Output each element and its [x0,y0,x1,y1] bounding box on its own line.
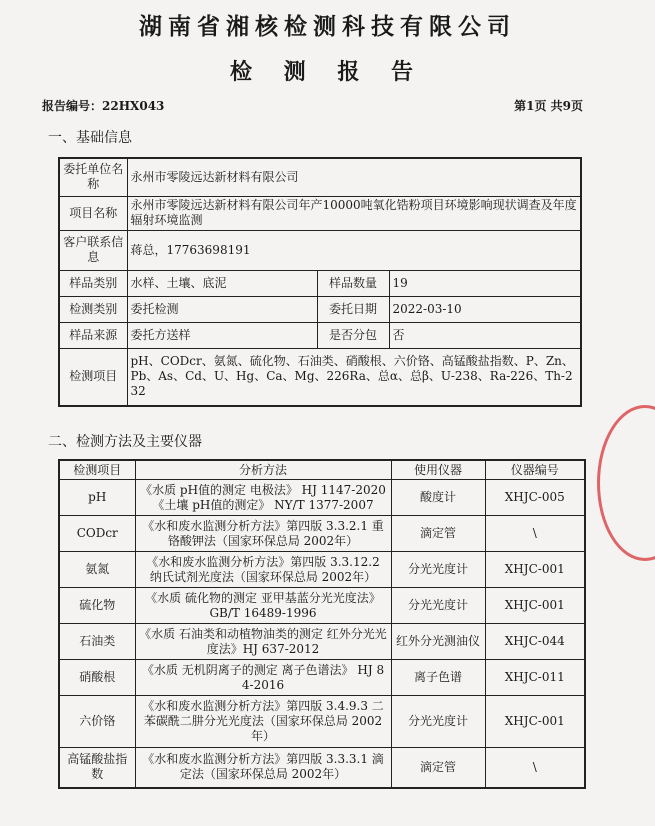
client-value: 永州市零陵远达新材料有限公司 [127,158,581,196]
table-row [59,588,585,624]
table-row [59,696,585,748]
row-instrument: 分光光度计 [391,588,485,624]
report-number: 报告编号：22HX043 [42,99,165,113]
row-code: \ [485,748,585,788]
table-row [59,348,581,406]
row-method: 《水和废水监测分析方法》第四版 3.3.3.1 滴定法（国家环保总局 2002年） [135,748,391,788]
contact-value: 蒋总，17763698191 [127,230,581,270]
sample-type-label: 样品类别 [59,270,127,296]
client-label: 委托单位名 称 [59,158,127,196]
table-row [59,230,581,270]
methods-table [58,459,586,789]
row-instrument: 酸度计 [391,480,485,516]
row-code: XHJC-001 [485,588,585,624]
row-item: 氨氮 [59,552,135,588]
row-method: 《水质 pH值的测定 电极法》 HJ 1147-2020 《土壤 pH值的测定》 NY/T 1377-2007 [135,480,391,516]
row-instrument: 分光光度计 [391,696,485,748]
row-method: 《水和废水监测分析方法》第四版 3.4.9.3 二苯碳酰二肼分光光度法（国家环保总局 2002年） [135,696,391,748]
project-value: 永州市零陵远达新材料有限公司年产10000吨氧化锆粉项目环境影响现状调查及年度辐射环境监测 [127,196,581,230]
row-method: 《水和废水监测分析方法》第四版 3.3.2.1 重铬酸钾法（国家环保总局 2002年） [135,516,391,552]
row-method: 《水质 无机阴离子的测定 离子色谱法》 HJ 84-2016 [135,660,391,696]
company-name: 湖南省湘核检测科技有限公司 [139,14,516,40]
document-title: 检 测 报 告 [230,60,425,85]
row-item: 高锰酸盐指数 [59,748,135,788]
row-item: 六价铬 [59,696,135,748]
row-item: 石油类 [59,624,135,660]
header-method: 分析方法 [135,460,391,480]
row-instrument: 离子色谱 [391,660,485,696]
section-basic-info-title: 一、基础信息 [48,130,132,146]
row-instrument: 红外分光测油仪 [391,624,485,660]
row-instrument: 滴定管 [391,516,485,552]
page-indicator: 第1页 共9页 [514,99,583,113]
sample-source-value: 委托方送样 [127,322,317,348]
row-item: CODcr [59,516,135,552]
table-row [59,196,581,230]
table-row [59,296,581,322]
table-row [59,158,581,196]
sample-qty-value: 19 [389,270,581,296]
table-header-row [59,460,585,480]
sample-qty-label: 样品数量 [317,270,389,296]
commission-date-label: 委托日期 [317,296,389,322]
row-code: XHJC-001 [485,696,585,748]
basic-info-table [58,157,582,407]
project-label: 项目名称 [59,196,127,230]
row-code: XHJC-011 [485,660,585,696]
table-row [59,322,581,348]
table-row [59,480,585,516]
row-item: pH [59,480,135,516]
test-items-label: 检测项目 [59,348,127,406]
test-type-label: 检测类别 [59,296,127,322]
table-row [59,748,585,788]
test-type-value: 委托检测 [127,296,317,322]
row-method: 《水质 硫化物的测定 亚甲基蓝分光光度法》 GB/T 16489-1996 [135,588,391,624]
row-code: XHJC-001 [485,552,585,588]
row-item: 硫化物 [59,588,135,624]
table-row [59,270,581,296]
table-row [59,516,585,552]
header-item: 检测项目 [59,460,135,480]
row-code: XHJC-005 [485,480,585,516]
row-code: XHJC-044 [485,624,585,660]
row-instrument: 滴定管 [391,748,485,788]
contact-label: 客户联系信 息 [59,230,127,270]
table-row [59,624,585,660]
table-row [59,660,585,696]
table-row [59,552,585,588]
commission-date-value: 2022-03-10 [389,296,581,322]
sample-source-label: 样品来源 [59,322,127,348]
row-instrument: 分光光度计 [391,552,485,588]
row-code: \ [485,516,585,552]
subcontract-label: 是否分包 [317,322,389,348]
row-method: 《水质 石油类和动植物油类的测定 红外分光光度法》HJ 637-2012 [135,624,391,660]
test-items-value: pH、CODcr、氨氮、硫化物、石油类、硝酸根、六价铬、高锰酸盐指数、P、Zn、Pb、As、Cd、U、Hg、Ca、Mg、226Ra、总α、总β、U-238、Ra-226、Th-232 [127,348,581,406]
official-seal [597,405,655,561]
header-code: 仪器编号 [485,460,585,480]
header-instrument: 使用仪器 [391,460,485,480]
row-item: 硝酸根 [59,660,135,696]
row-method: 《水和废水监测分析方法》第四版 3.3.12.2 纳氏试剂光度法（国家环保总局 2002年） [135,552,391,588]
section-methods-title: 二、检测方法及主要仪器 [48,434,202,450]
subcontract-value: 否 [389,322,581,348]
sample-type-value: 水样、土壤、底泥 [127,270,317,296]
